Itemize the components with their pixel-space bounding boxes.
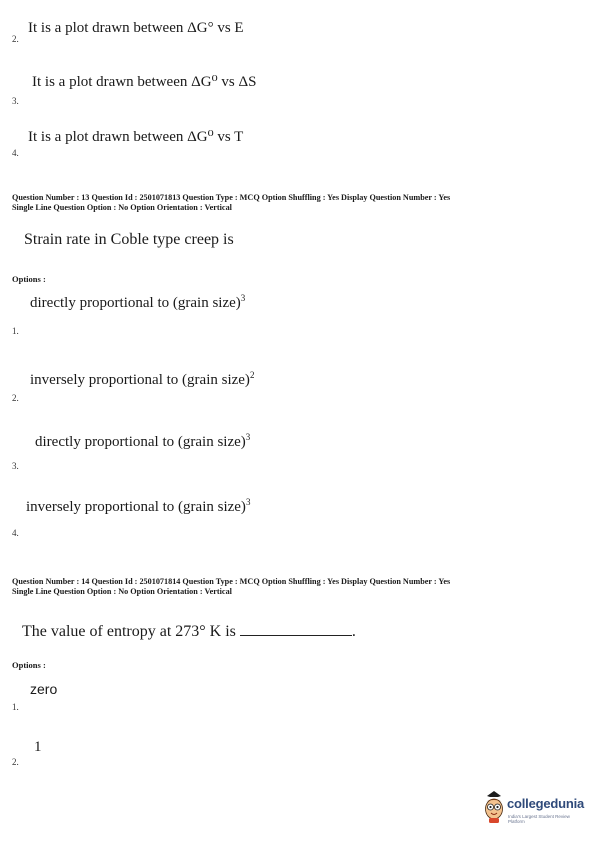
option-number: 2. (12, 393, 19, 403)
option-number: 1. (12, 702, 19, 712)
options-label: Options : (12, 274, 46, 284)
logo-tagline: India's Largest Student Review Platform (508, 814, 570, 824)
option-text: 1 (34, 739, 42, 755)
exponent: 3 (245, 497, 251, 507)
option-text: It is a plot drawn between ΔG⁰ vs T (28, 129, 244, 145)
option-number: 4. (12, 148, 19, 158)
option-text: directly proportional to (grain size)$^3$ (30, 293, 246, 311)
option-number: 3. (12, 96, 19, 106)
answer-blank (240, 635, 352, 636)
option-text: inversely proportional to (grain size)$^3$ (26, 497, 251, 515)
meta-line-1: Question Number : 13 Question Id : 2501071813 Question Type : MCQ Option Shuffling : Yes Display Question Number : Yes (12, 193, 451, 202)
meta-line-2: Single Line Question Option : No Option Orientation : Vertical (12, 203, 232, 212)
exponent: 3 (240, 293, 246, 303)
option-number: 2. (12, 34, 19, 44)
option-number: 4. (12, 528, 19, 538)
option-text: It is a plot drawn between ΔG⁰ vs ΔS (32, 74, 257, 90)
question-text: The value of entropy at 273° K is . (22, 623, 356, 640)
option-number: 3. (12, 461, 19, 471)
option-number: 1. (12, 326, 19, 336)
logo-name: collegedunia (507, 796, 585, 811)
question-end: . (351, 623, 356, 640)
option-number: 2. (12, 757, 19, 767)
question-meta (12, 577, 450, 597)
meta-line-2: Single Line Question Option : No Option Orientation : Vertical (12, 587, 232, 596)
exponent: 2 (249, 370, 255, 380)
collegedunia-logo (483, 788, 587, 828)
option-text: directly proportional to (grain size)$^3$ (35, 432, 251, 450)
mascot-owl-icon (483, 790, 505, 824)
option-text: It is a plot drawn between ΔG° vs E (28, 20, 244, 36)
question-meta (12, 193, 450, 213)
meta-line-1: Question Number : 14 Question Id : 2501071814 Question Type : MCQ Option Shuffling : Yes Display Question Number : Yes (12, 577, 451, 586)
option-text: inversely proportional to (grain size)$^2$ (30, 370, 255, 388)
option-text: zero (30, 681, 58, 697)
exponent: 3 (245, 432, 251, 442)
question-text: Strain rate in Coble type creep is (24, 231, 234, 248)
options-label: Options : (12, 660, 46, 670)
